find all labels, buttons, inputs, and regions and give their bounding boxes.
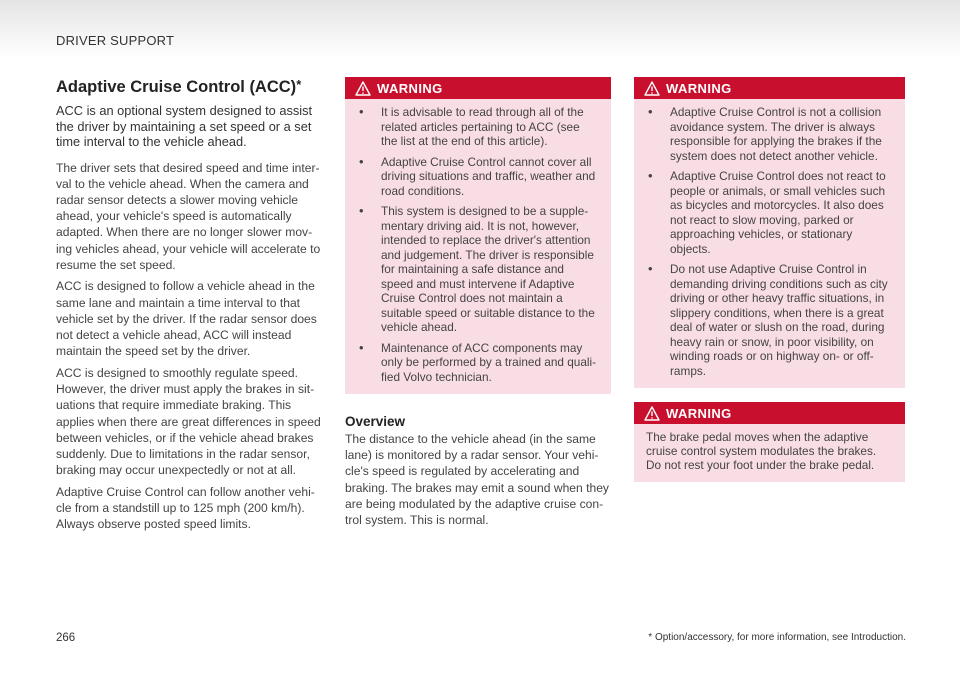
main-column bbox=[56, 77, 322, 538]
section-title: DRIVER SUPPORT bbox=[56, 33, 175, 48]
warning-triangle-icon bbox=[355, 81, 371, 96]
warning-body bbox=[345, 99, 611, 394]
warning-label: WARNING bbox=[666, 80, 732, 96]
warning-header bbox=[634, 402, 905, 424]
warning-body bbox=[634, 99, 905, 388]
warning-label: WARNING bbox=[666, 405, 732, 421]
overview-heading: Overview bbox=[345, 414, 406, 429]
page-title-text: Adaptive Cruise Control (ACC) bbox=[56, 78, 297, 96]
warning-triangle-icon bbox=[644, 406, 660, 421]
page-title bbox=[56, 77, 322, 97]
warning-triangle-icon bbox=[644, 81, 660, 96]
warning-item: • Do not use Adaptive Cruise Control in demanding driving conditions such as city driving or other heavy traffic situations, in slippery conditions, when there is a great deal of water or slush on the road, during heavy rain or snow, in poor visibility, on winding roads or on highway on- or off-ramps. bbox=[646, 262, 893, 378]
body-paragraph: Adaptive Cruise Control can follow another vehi-cle from a standstill up to 125 mph (200 km/h). Always observe posted speed limits. bbox=[56, 484, 315, 532]
right-column bbox=[634, 77, 905, 496]
page-number: 266 bbox=[56, 632, 76, 644]
warning-text: The brake pedal moves when the adaptive cruise control system modulates the brakes. Do not rest your foot under the brake pedal. bbox=[646, 430, 877, 472]
warning-item: • It is advisable to read through all of the related articles pertaining to ACC (see the list at the end of this article). bbox=[357, 105, 599, 149]
warning-box bbox=[634, 402, 905, 482]
lead-paragraph: ACC is an optional system designed to assist the driver by maintaining a set speed or a set time interval to the vehicle ahead. bbox=[56, 103, 313, 149]
footnote: * Option/accessory, for more information, see Introduction. bbox=[648, 632, 906, 643]
warning-header bbox=[634, 77, 905, 99]
warning-item: • Adaptive Cruise Control does not react to people or animals, or small vehicles such as bicycles and motorcycles. It also does not react to slow moving, parked or approaching vehicles, or stationary objects. bbox=[646, 169, 893, 256]
body-paragraph: The driver sets that desired speed and time inter-val to the vehicle ahead. When the camera and radar sensor detects a slower moving vehicle ahead, your vehicle's speed is automatically adapted. When there are no longer slower mov-ing vehicles ahead, your vehicle will accelerate to resume the set speed. bbox=[56, 160, 321, 272]
body-paragraph: ACC is designed to smoothly regulate speed. However, the driver must apply the brakes in sit-uations that require immediate braking. This applies when there are great differences in speed between vehicles, or if the vehicle ahead brakes suddenly. Due to limitations in the radar sensor, braking may occur unexpectedly or not at all. bbox=[56, 365, 321, 478]
warning-box bbox=[345, 77, 611, 394]
warning-list bbox=[357, 105, 599, 384]
warning-item: • Adaptive Cruise Control is not a collision avoidance system. The driver is always responsible for applying the brakes if the system does not detect another vehicle. bbox=[646, 105, 893, 163]
middle-column bbox=[345, 77, 611, 534]
warning-item: • Adaptive Cruise Control cannot cover all driving situations and traffic, weather and road conditions. bbox=[357, 155, 599, 199]
warning-header bbox=[345, 77, 611, 99]
warning-body bbox=[634, 424, 905, 482]
warning-list bbox=[646, 105, 893, 378]
warning-item: • This system is designed to be a supple-mentary driving aid. It is not, however, intended to replace the driver's attention and judgement. The driver is responsible for maintaining a safe distance and speed and must intervene if Adaptive Cruise Control does not maintain a suitable speed or suitable distance to the vehicle ahead. bbox=[357, 204, 599, 335]
warning-box bbox=[634, 77, 905, 388]
page-header bbox=[0, 0, 960, 58]
warning-label: WARNING bbox=[377, 80, 443, 96]
option-asterisk: * bbox=[296, 77, 302, 92]
warning-item: • Maintenance of ACC components may only be performed by a trained and quali-fied Volvo technician. bbox=[357, 341, 599, 385]
body-paragraph: ACC is designed to follow a vehicle ahead in the same lane and maintain a time interval to that vehicle set by the driver. If the radar sensor does not detect a vehicle ahead, ACC will instead maintain the speed set by the driver. bbox=[56, 279, 317, 359]
overview-paragraph: The distance to the vehicle ahead (in the same lane) is monitored by a radar sensor. Your vehi-cle's speed is regulated by accelerating and braking. The brakes may emit a sound when they are being modulated by the adaptive cruise con-trol system. This is normal. bbox=[345, 432, 609, 528]
